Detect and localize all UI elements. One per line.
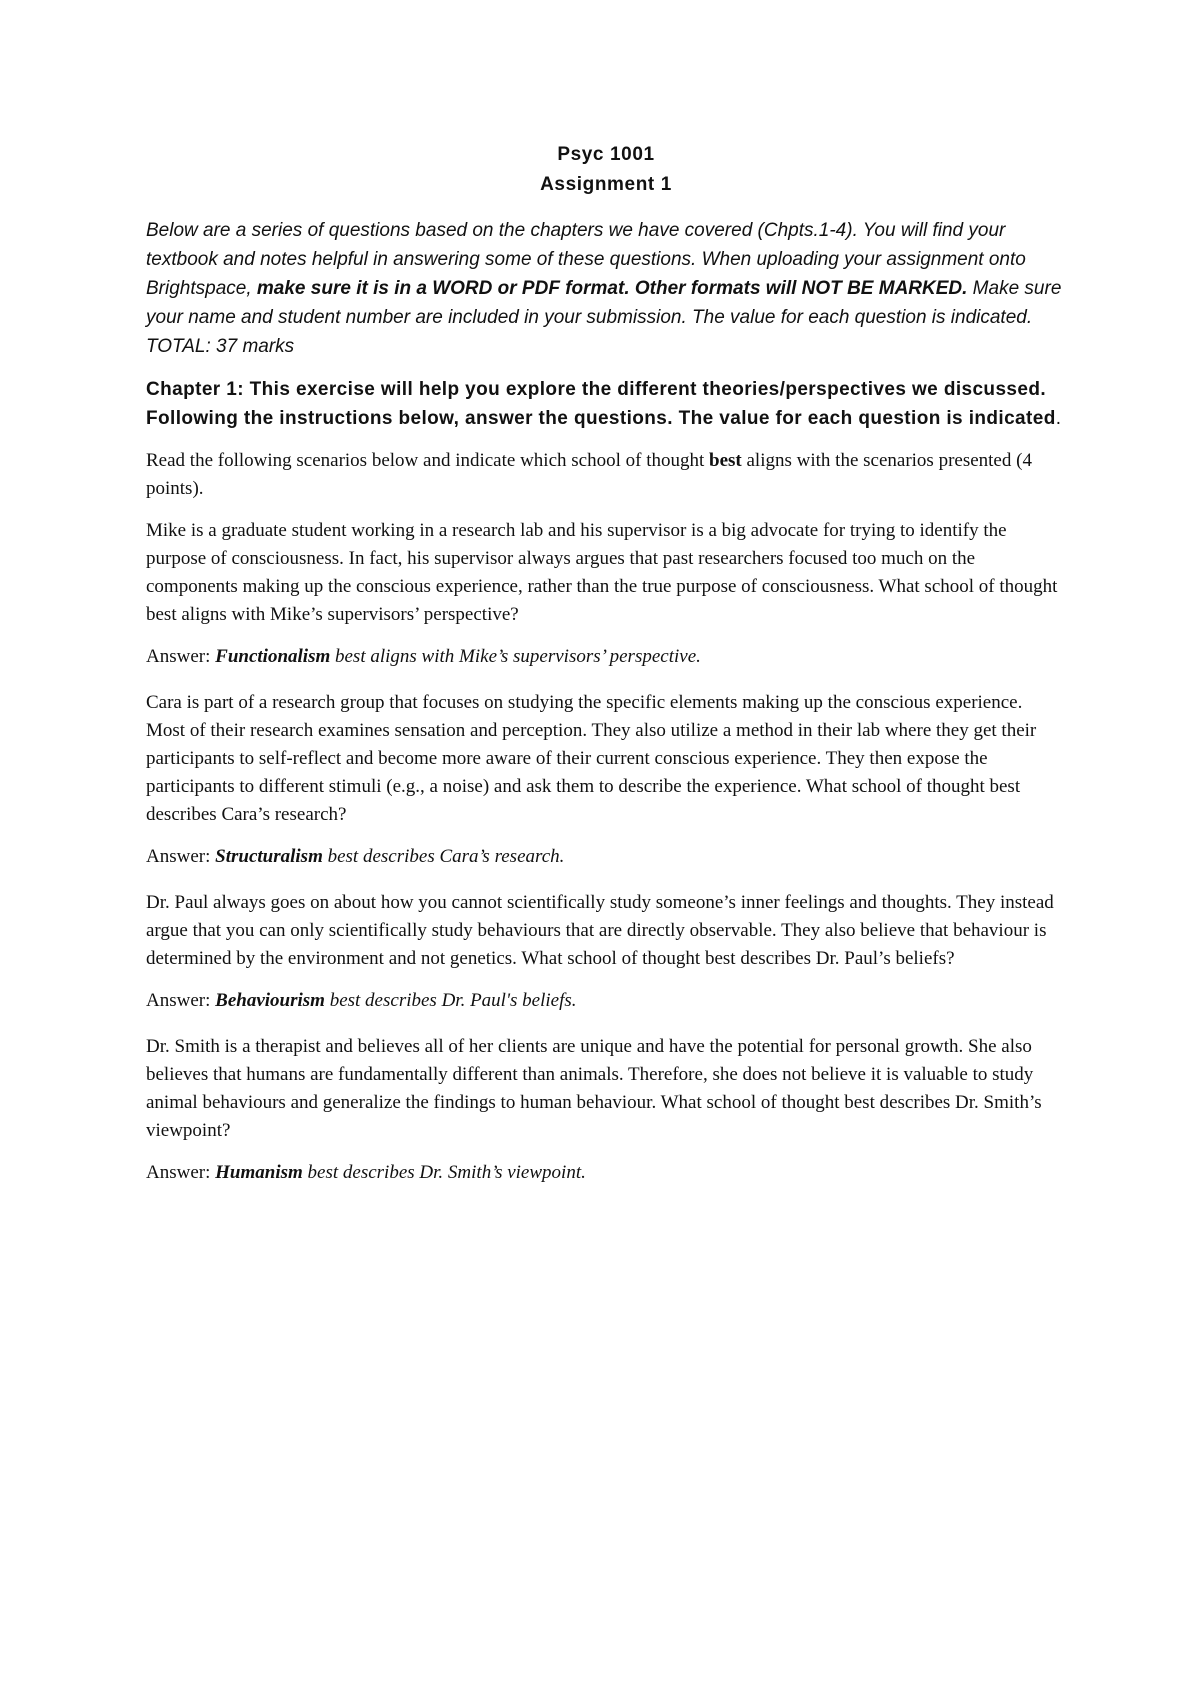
document-content <box>146 140 1066 1205</box>
answer-label: Answer: <box>146 1162 216 1183</box>
answer-dr-paul <box>146 987 1066 1015</box>
scenario-cara: Cara is part of a research group that focuses on studying the specific elements making up the conscious experience. Most of their research examines sensation and perception. They also utilize a method in their lab where they get their participants to self-reflect and become more aware of their current conscious experience. They then expose the participants to different stimuli (e.g., a noise) and ask them to describe the experience. What school of thought best describes Cara’s research? <box>146 692 1037 825</box>
chapter-1-heading-period: . <box>1055 408 1062 429</box>
answer-mike <box>146 643 1066 671</box>
course-title: Psyc 1001 <box>557 144 655 165</box>
answer-rest: best describes Dr. Paul's beliefs. <box>324 990 577 1011</box>
answer-rest: best aligns with Mike’s supervisors’ perspective. <box>330 646 701 667</box>
title-block <box>146 140 1066 200</box>
answer-term: Behaviourism <box>215 990 325 1011</box>
answer-term: Humanism <box>215 1162 303 1183</box>
answer-label: Answer: <box>146 990 216 1011</box>
intro-text-part2: Make sure your name and student number are included in your submission. The value for each question is indicated. TOTAL: 37 marks <box>146 278 1062 357</box>
answer-term: Structuralism <box>215 846 323 867</box>
instruction-text-after: aligns with the scenarios presented (4 points). <box>146 450 1032 499</box>
intro-text-part1: Below are a series of questions based on the chapters we have covered (Chpts.1-4). You will find your textbook and notes helpful in answering some of these questions. When uploading your assignment onto Brightspace, <box>146 220 1026 299</box>
scenario-dr-smith: Dr. Smith is a therapist and believes all of her clients are unique and have the potential for personal growth. She also believes that humans are fundamentally different than animals. Therefore, she does not believe it is valuable to study animal behaviours and generalize the findings to human behaviour. What school of thought best describes Dr. Smith’s viewpoint? <box>146 1036 1042 1141</box>
answer-dr-smith <box>146 1159 1066 1187</box>
intro-paragraph <box>146 216 1066 361</box>
scenario-dr-paul: Dr. Paul always goes on about how you cannot scientifically study someone’s inner feelings and thoughts. They instead argue that you can only scientifically study behaviours that are directly observable. They also believe that behaviour is determined by the environment and not genetics. What school of thought best describes Dr. Paul’s beliefs? <box>146 892 1054 969</box>
answer-term: Functionalism <box>215 646 331 667</box>
answer-label: Answer: <box>146 646 216 667</box>
intro-format-warning: make sure it is in a WORD or PDF format. Other formats will NOT BE MARKED. <box>256 278 968 299</box>
instruction-text-before: Read the following scenarios below and indicate which school of thought <box>146 450 710 471</box>
answer-cara <box>146 843 1066 871</box>
chapter-1-heading <box>146 375 1066 433</box>
instruction-paragraph <box>146 447 1066 503</box>
answer-label: Answer: <box>146 846 216 867</box>
assignment-title: Assignment 1 <box>540 174 672 195</box>
instruction-emphasis: best <box>709 450 742 471</box>
chapter-1-heading-text: Chapter 1: This exercise will help you explore the different theories/perspectives we discussed. Following the instructions below, answer the questions. The value for each question is indicated <box>146 379 1056 429</box>
scenario-mike: Mike is a graduate student working in a research lab and his supervisor is a big advocate for trying to identify the purpose of consciousness. In fact, his supervisor always argues that past researchers focused too much on the components making up the conscious experience, rather than the true purpose of consciousness. What school of thought best aligns with Mike’s supervisors’ perspective? <box>146 520 1058 625</box>
answer-rest: best describes Cara’s research. <box>322 846 565 867</box>
answer-rest: best describes Dr. Smith’s viewpoint. <box>302 1162 586 1183</box>
